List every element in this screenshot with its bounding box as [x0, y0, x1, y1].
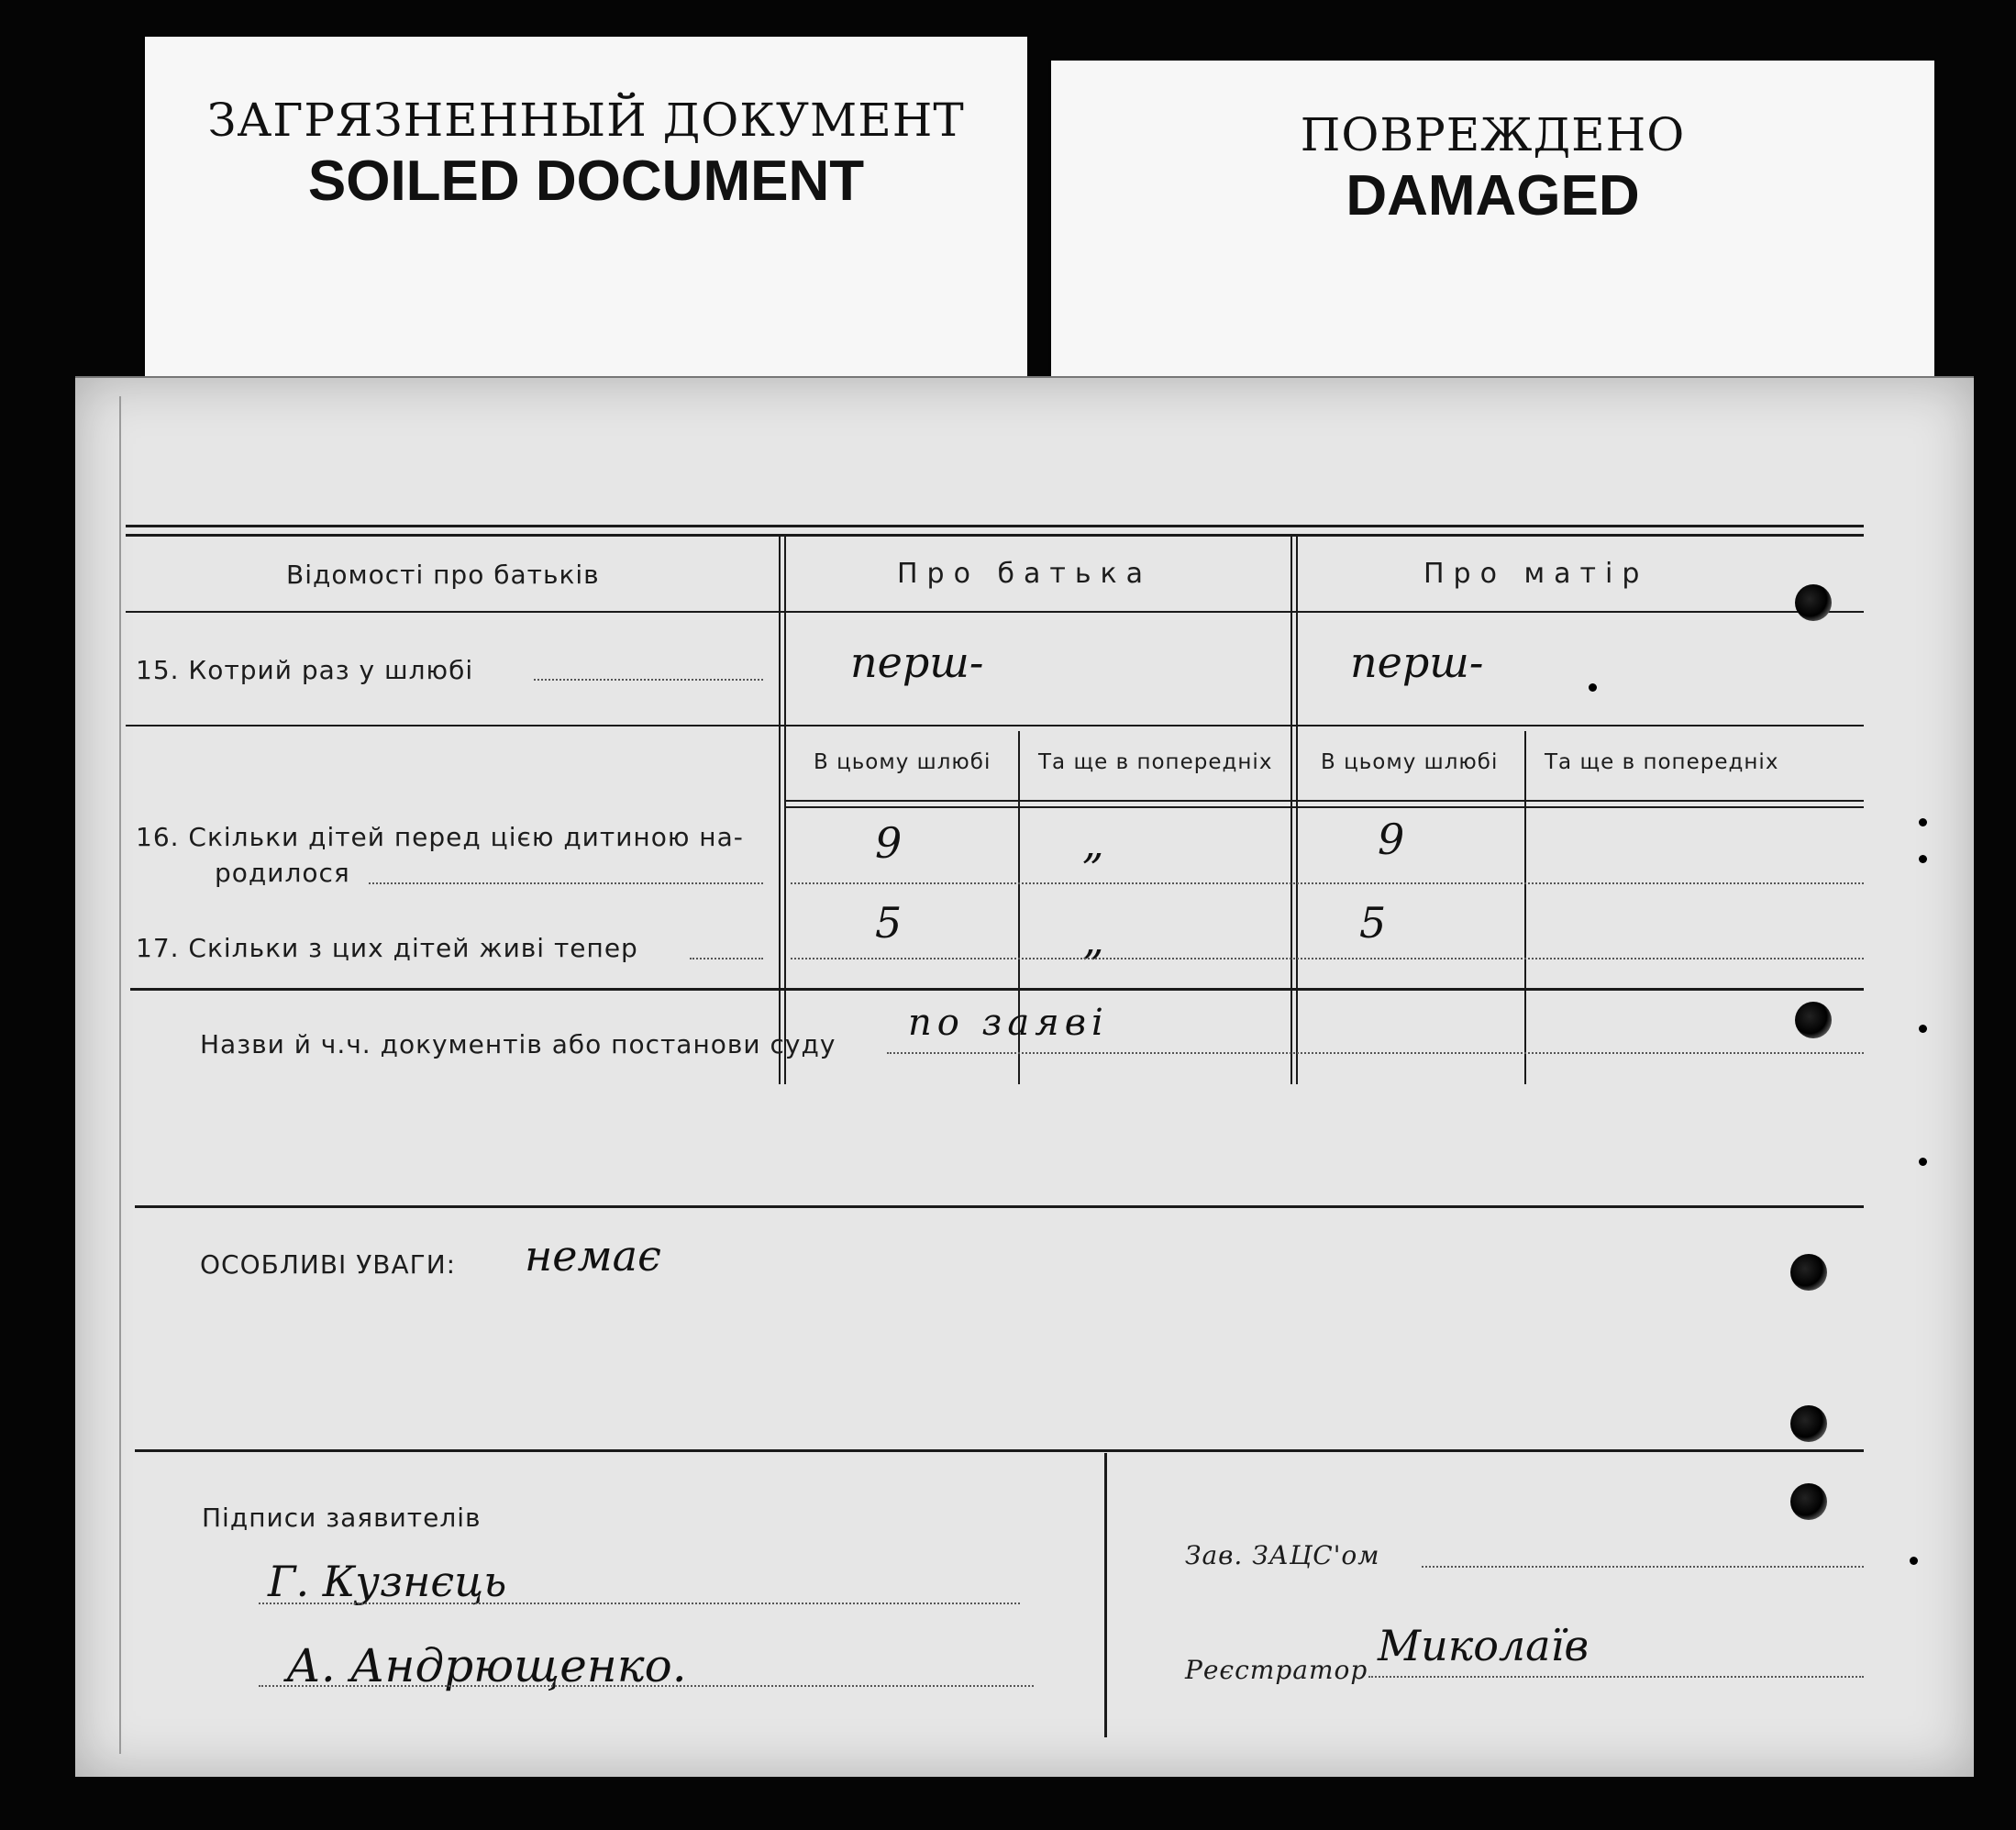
- rule-top-1: [126, 525, 1864, 527]
- damaged-label-en: DAMAGED: [1346, 164, 1640, 227]
- soiled-label-ru: ЗАГРЯЗНЕННЫЙ ДОКУМЕНТ: [207, 94, 965, 147]
- rule-row15-bottom: [126, 725, 1864, 726]
- registrar-value: Миколаїв: [1378, 1621, 1590, 1670]
- row16-label-line2: родилося: [215, 858, 350, 888]
- signature-1: Г. Кузнєць: [268, 1557, 507, 1606]
- row17-father-this: 5: [875, 898, 903, 948]
- header-parents-info: Відомості про батьків: [286, 560, 600, 590]
- row16-mother-this: 9: [1378, 815, 1405, 864]
- row17-father-prev: „: [1082, 915, 1104, 964]
- row15-leader: [534, 679, 763, 681]
- header-father: Про батька: [897, 558, 1153, 590]
- documents-line: [887, 1052, 1864, 1054]
- row17-mother-this: 5: [1359, 898, 1387, 948]
- rule-notes-bottom: [135, 1449, 1864, 1452]
- damaged-document-label: [1051, 61, 1934, 423]
- zags-head-line: [1422, 1566, 1864, 1568]
- punch-hole: [1790, 1405, 1827, 1442]
- signature-2: А. Андрющенко.: [286, 1639, 687, 1692]
- divider-col2-lower: [1290, 731, 1292, 1084]
- punch-hole: [1790, 1254, 1827, 1291]
- row16-value-line: [791, 882, 1864, 884]
- soiled-label-en: SOILED DOCUMENT: [307, 150, 865, 213]
- damaged-label-ru: ПОВРЕЖДЕНО: [1300, 108, 1686, 161]
- row15-father-value: перш-: [850, 638, 984, 687]
- row15-mother-value: перш-: [1350, 638, 1484, 687]
- sub-father-this: В цьому шлюбі: [814, 750, 991, 774]
- form-sheet: [75, 376, 1974, 1777]
- divider-signatures: [1104, 1453, 1107, 1737]
- zags-head-label: Зав. ЗАЦС'ом: [1185, 1540, 1380, 1570]
- sub-father-prev: Та ще в попередніх: [1038, 750, 1273, 774]
- rule-subheader-2: [786, 806, 1864, 808]
- row17-leader: [690, 958, 763, 959]
- ink-speck: [1919, 855, 1927, 863]
- punch-hole: [1795, 584, 1832, 621]
- row16-leader: [369, 882, 763, 884]
- rule-documents-bottom: [135, 1205, 1864, 1208]
- registrar-line: [1368, 1676, 1864, 1678]
- documents-label: Назви й ч.ч. документів або постанови суду: [200, 1029, 836, 1059]
- ink-speck: [1919, 1025, 1927, 1033]
- registrar-label: Реєстратор: [1185, 1655, 1368, 1685]
- signature-2-line: [259, 1685, 1034, 1687]
- row16-label-line1: 16. Скільки дітей перед цією дитиною на-: [136, 822, 744, 852]
- ink-speck: [1589, 683, 1597, 692]
- punch-hole: [1795, 1002, 1832, 1038]
- signatures-label: Підписи заявителів: [202, 1503, 482, 1533]
- ink-speck: [1919, 818, 1927, 826]
- punch-hole: [1790, 1483, 1827, 1520]
- rule-header-bottom: [126, 611, 1864, 613]
- row17-label: 17. Скільки з цих дітей живі тепер: [136, 933, 638, 963]
- row17-value-line: [791, 958, 1864, 959]
- divider-col2b-lower: [1296, 731, 1298, 1084]
- page-edge: [119, 396, 121, 1754]
- soiled-document-label: [145, 37, 1027, 399]
- row16-father-prev: „: [1082, 818, 1104, 868]
- signature-1-line: [259, 1603, 1020, 1604]
- divider-mother-sub: [1524, 731, 1526, 1084]
- sub-mother-prev: Та ще в попередніх: [1545, 750, 1779, 774]
- rule-top-2: [126, 534, 1864, 537]
- documents-value: по заяві: [908, 1002, 1109, 1044]
- rule-subheader-1: [786, 800, 1864, 802]
- notes-value: немає: [525, 1231, 661, 1281]
- ink-speck: [1910, 1557, 1918, 1565]
- row16-father-this: 9: [875, 818, 903, 868]
- rule-table-bottom: [130, 988, 1864, 991]
- header-mother: Про матір: [1423, 558, 1649, 590]
- ink-speck: [1919, 1158, 1927, 1166]
- sub-mother-this: В цьому шлюбі: [1321, 750, 1499, 774]
- notes-label: ОСОБЛИВІ УВАГИ:: [200, 1249, 457, 1280]
- row15-label: 15. Котрий раз у шлюбі: [136, 655, 474, 685]
